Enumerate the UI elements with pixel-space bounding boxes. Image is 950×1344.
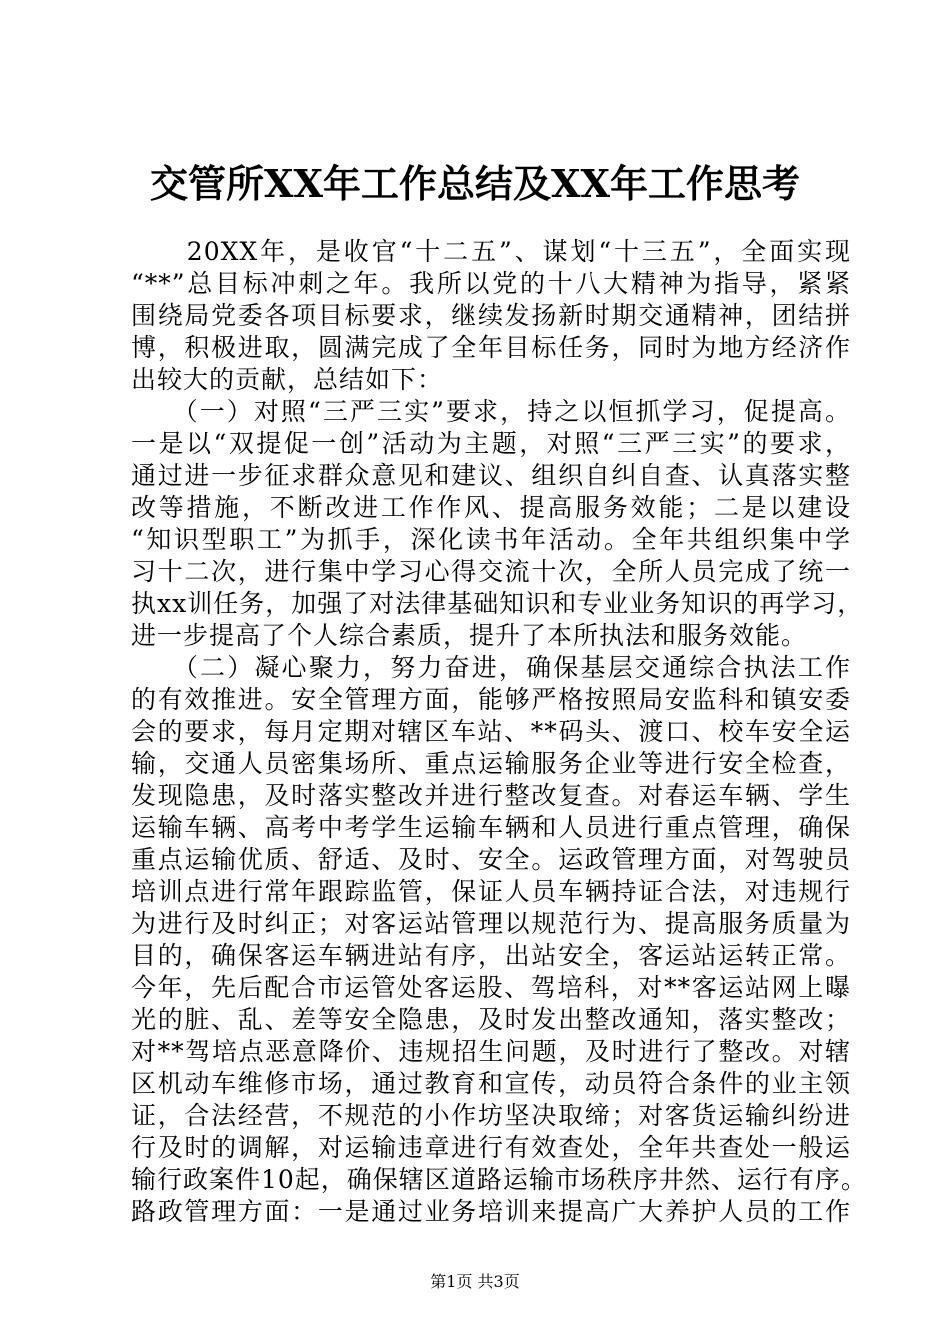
body-line: 博，积极进取，圆满完成了全年目标任务，同时为地方经济作 (131, 333, 851, 362)
body-line: （一）对照“三严三实”要求，持之以恒抓学习，促提高。 (131, 397, 851, 426)
body-line: 的有效推进。安全管理方面，能够严格按照局安监科和镇安委 (131, 685, 851, 714)
document-body (131, 236, 867, 1228)
body-line: 光的脏、乱、差等安全隐患，及时发出整改通知，落实整改； (131, 1005, 851, 1034)
body-line: 出较大的贡献，总结如下： (131, 365, 444, 394)
body-line: 围绕局党委各项目标要求，继续发扬新时期交通精神，团结拼 (131, 301, 851, 330)
body-line: 培训点进行常年跟踪监管，保证人员车辆持证合法，对违规行 (131, 877, 851, 906)
body-line: 输行政案件10起，确保辖区道路运输市场秩序井然、运行有序。 (131, 1165, 867, 1194)
body-line: 执xx训任务，加强了对法律基础知识和专业业务知识的再学习， (131, 589, 864, 618)
body-line: （二）凝心聚力，努力奋进，确保基层交通综合执法工作 (131, 653, 851, 682)
body-line: 重点运输优质、舒适、及时、安全。运政管理方面，对驾驶员 (131, 845, 851, 874)
body-line: 运输车辆、高考中考学生运输车辆和人员进行重点管理，确保 (131, 813, 851, 842)
body-line: 会的要求，每月定期对辖区车站、**码头、渡口、校车安全运 (131, 717, 851, 746)
body-line: 路政管理方面：一是通过业务培训来提高广大养护人员的工作 (131, 1197, 851, 1226)
body-line: 区机动车维修市场，通过教育和宣传，动员符合条件的业主领 (131, 1069, 851, 1098)
body-line: 习十二次，进行集中学习心得交流十次，全所人员完成了统一 (131, 557, 851, 586)
body-line: 行及时的调解，对运输违章进行有效查处，全年共查处一般运 (131, 1133, 851, 1162)
body-line: 证，合法经营，不规范的小作坊坚决取缔；对客货运输纠纷进 (131, 1101, 851, 1130)
body-line: 进一步提高了个人综合素质，提升了本所执法和服务效能。 (131, 621, 808, 650)
body-line: 为进行及时纠正；对客运站管理以规范行为、提高服务质量为 (131, 909, 851, 938)
body-line: 一是以“双提促一创”活动为主题，对照“三严三实”的要求， (131, 429, 851, 458)
body-line: “**”总目标冲刺之年。我所以党的十八大精神为指导，紧紧 (131, 269, 851, 298)
body-line: 输，交通人员密集场所、重点运输服务企业等进行安全检查， (131, 749, 851, 778)
body-line: 20XX年，是收官“十二五”、谋划“十三五”，全面实现 (131, 237, 851, 266)
page-footer: 第1页 共3页 (430, 1272, 520, 1291)
body-line: 通过进一步征求群众意见和建议、组织自纠自查、认真落实整 (131, 461, 851, 490)
body-line: 今年，先后配合市运管处客运股、驾培科，对**客运站网上曝 (131, 973, 851, 1002)
document-title: 交管所XX年工作总结及XX年工作思考 (150, 161, 800, 206)
body-line: 发现隐患，及时落实整改并进行整改复查。对春运车辆、学生 (131, 781, 851, 810)
body-line: 目的，确保客运车辆进站有序，出站安全，客运站运转正常。 (131, 941, 851, 970)
body-line: “知识型职工”为抓手，深化读书年活动。全年共组织集中学 (131, 525, 851, 554)
body-line: 对**驾培点恶意降价、违规招生问题，及时进行了整改。对辖 (131, 1037, 851, 1066)
body-line: 改等措施，不断改进工作作风、提高服务效能；二是以建设 (131, 493, 851, 522)
